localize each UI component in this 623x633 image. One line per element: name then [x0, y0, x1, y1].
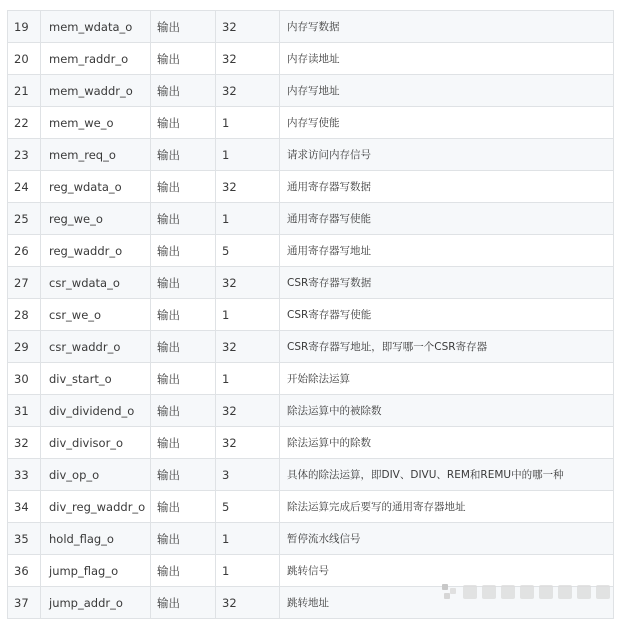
- row-number: 27: [8, 267, 41, 299]
- table-row: [8, 171, 614, 203]
- signal-direction: 输出: [151, 331, 216, 363]
- row-number: 36: [8, 555, 41, 587]
- row-number: 32: [8, 427, 41, 459]
- signal-description: 通用寄存器写使能: [280, 203, 614, 235]
- signal-name: mem_waddr_o: [41, 75, 151, 107]
- signal-table: [7, 10, 614, 619]
- table-row: [8, 43, 614, 75]
- row-number: 20: [8, 43, 41, 75]
- table-row: [8, 139, 614, 171]
- signal-width: 5: [216, 491, 280, 523]
- table-row: [8, 427, 614, 459]
- signal-description: 通用寄存器写地址: [280, 235, 614, 267]
- signal-description: CSR寄存器写地址，即写哪一个CSR寄存器: [280, 331, 614, 363]
- table-row: [8, 11, 614, 43]
- table-row: [8, 75, 614, 107]
- row-number: 26: [8, 235, 41, 267]
- signal-width: 1: [216, 139, 280, 171]
- signal-direction: 输出: [151, 555, 216, 587]
- signal-width: 5: [216, 235, 280, 267]
- signal-width: 32: [216, 395, 280, 427]
- signal-description: 请求访问内存信号: [280, 139, 614, 171]
- signal-width: 32: [216, 75, 280, 107]
- signal-width: 32: [216, 587, 280, 619]
- signal-direction: 输出: [151, 363, 216, 395]
- signal-name: reg_wdata_o: [41, 171, 151, 203]
- signal-direction: 输出: [151, 11, 216, 43]
- signal-direction: 输出: [151, 267, 216, 299]
- row-number: 37: [8, 587, 41, 619]
- signal-description: 内存写数据: [280, 11, 614, 43]
- row-number: 31: [8, 395, 41, 427]
- signal-description: 除法运算中的除数: [280, 427, 614, 459]
- signal-name: mem_we_o: [41, 107, 151, 139]
- signal-name: div_reg_waddr_o: [41, 491, 151, 523]
- signal-table-body: [8, 11, 614, 619]
- signal-description: 跳转地址: [280, 587, 614, 619]
- signal-direction: 输出: [151, 395, 216, 427]
- signal-direction: 输出: [151, 43, 216, 75]
- row-number: 25: [8, 203, 41, 235]
- signal-name: jump_addr_o: [41, 587, 151, 619]
- table-row: [8, 267, 614, 299]
- signal-description: CSR寄存器写使能: [280, 299, 614, 331]
- signal-direction: 输出: [151, 203, 216, 235]
- signal-name: jump_flag_o: [41, 555, 151, 587]
- row-number: 21: [8, 75, 41, 107]
- table-row: [8, 107, 614, 139]
- signal-direction: 输出: [151, 427, 216, 459]
- row-number: 28: [8, 299, 41, 331]
- signal-description: 内存写使能: [280, 107, 614, 139]
- signal-description: 内存读地址: [280, 43, 614, 75]
- signal-name: div_op_o: [41, 459, 151, 491]
- row-number: 33: [8, 459, 41, 491]
- signal-width: 1: [216, 107, 280, 139]
- signal-width: 32: [216, 331, 280, 363]
- signal-width: 1: [216, 555, 280, 587]
- signal-name: mem_wdata_o: [41, 11, 151, 43]
- row-number: 30: [8, 363, 41, 395]
- signal-name: csr_waddr_o: [41, 331, 151, 363]
- signal-direction: 输出: [151, 299, 216, 331]
- table-row: [8, 587, 614, 619]
- signal-width: 1: [216, 523, 280, 555]
- row-number: 29: [8, 331, 41, 363]
- signal-direction: 输出: [151, 139, 216, 171]
- signal-description: 具体的除法运算，即DIV、DIVU、REM和REMU中的哪一种: [280, 459, 614, 491]
- table-row: [8, 555, 614, 587]
- signal-description: 暂停流水线信号: [280, 523, 614, 555]
- signal-direction: 输出: [151, 491, 216, 523]
- signal-name: reg_waddr_o: [41, 235, 151, 267]
- signal-description: 跳转信号: [280, 555, 614, 587]
- signal-description: 开始除法运算: [280, 363, 614, 395]
- signal-width: 32: [216, 427, 280, 459]
- row-number: 35: [8, 523, 41, 555]
- signal-description: CSR寄存器写数据: [280, 267, 614, 299]
- signal-width: 1: [216, 203, 280, 235]
- signal-width: 1: [216, 363, 280, 395]
- signal-direction: 输出: [151, 171, 216, 203]
- table-row: [8, 491, 614, 523]
- signal-description: 通用寄存器写数据: [280, 171, 614, 203]
- signal-name: div_divisor_o: [41, 427, 151, 459]
- row-number: 34: [8, 491, 41, 523]
- signal-name: csr_wdata_o: [41, 267, 151, 299]
- row-number: 19: [8, 11, 41, 43]
- signal-width: 3: [216, 459, 280, 491]
- signal-direction: 输出: [151, 587, 216, 619]
- table-row: [8, 395, 614, 427]
- signal-width: 32: [216, 43, 280, 75]
- table-row: [8, 235, 614, 267]
- signal-direction: 输出: [151, 523, 216, 555]
- signal-name: reg_we_o: [41, 203, 151, 235]
- signal-width: 32: [216, 267, 280, 299]
- row-number: 24: [8, 171, 41, 203]
- signal-name: mem_req_o: [41, 139, 151, 171]
- signal-width: 1: [216, 299, 280, 331]
- signal-description: 内存写地址: [280, 75, 614, 107]
- signal-description: 除法运算中的被除数: [280, 395, 614, 427]
- table-row: [8, 523, 614, 555]
- signal-width: 32: [216, 11, 280, 43]
- signal-name: div_dividend_o: [41, 395, 151, 427]
- table-row: [8, 299, 614, 331]
- signal-name: hold_flag_o: [41, 523, 151, 555]
- signal-name: mem_raddr_o: [41, 43, 151, 75]
- signal-description: 除法运算完成后要写的通用寄存器地址: [280, 491, 614, 523]
- table-row: [8, 459, 614, 491]
- signal-direction: 输出: [151, 459, 216, 491]
- signal-name: csr_we_o: [41, 299, 151, 331]
- table-row: [8, 363, 614, 395]
- row-number: 22: [8, 107, 41, 139]
- table-row: [8, 203, 614, 235]
- signal-direction: 输出: [151, 107, 216, 139]
- signal-direction: 输出: [151, 235, 216, 267]
- signal-width: 32: [216, 171, 280, 203]
- row-number: 23: [8, 139, 41, 171]
- signal-direction: 输出: [151, 75, 216, 107]
- signal-name: div_start_o: [41, 363, 151, 395]
- table-row: [8, 331, 614, 363]
